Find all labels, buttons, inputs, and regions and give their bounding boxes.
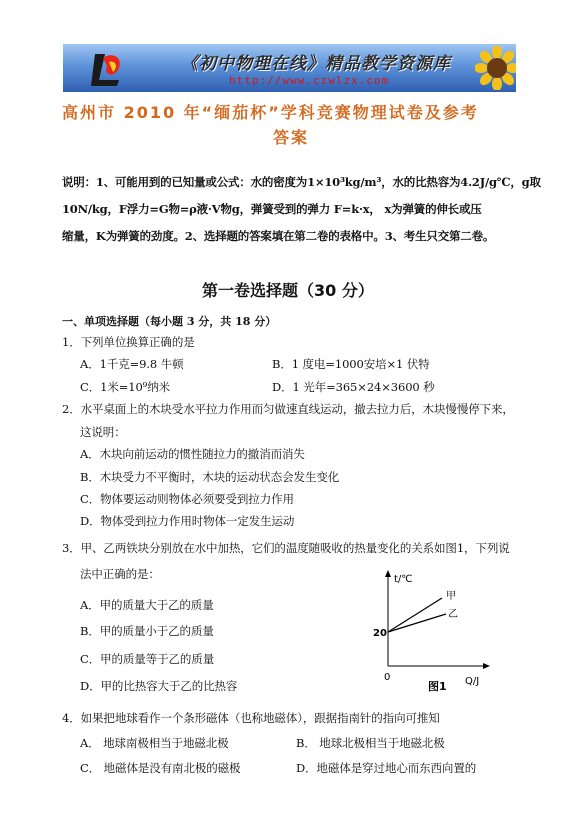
page-title: 高州市 2010 年“缅茄杯”学科竞赛物理试卷及参考 xyxy=(62,103,479,122)
instructions-line-1: 说明：1、可能用到的已知量或公式：水的密度为1×10³kg/m³，水的比热容为4.2J/g℃，g取 xyxy=(62,175,541,189)
y-axis-arrow-icon xyxy=(385,570,391,577)
question-3-stem: 3．甲、乙两铁块分别放在水中加热，它们的温度随吸收的热量变化的关系如图1，下列说 xyxy=(62,541,510,555)
question-1-option-a: A．1千克=9.8 牛顿 xyxy=(80,357,184,371)
series-yi-label: 乙 xyxy=(448,609,458,620)
y-intercept-label: 20 xyxy=(373,628,387,639)
question-1-stem: 1．下列单位换算正确的是 xyxy=(62,335,195,349)
question-2-option-c: C．物体要运动则物体必须要受到拉力作用 xyxy=(80,492,294,506)
question-1-option-c: C．1米=10⁹纳米 xyxy=(80,380,170,394)
figure-caption: 图1 xyxy=(428,680,447,693)
y-axis-label: t/℃ xyxy=(394,574,413,585)
question-2-stem-cont: 这说明： xyxy=(80,425,126,439)
header-banner xyxy=(63,44,516,92)
question-2-option-b: B．木块受力不平衡时，木块的运动状态会发生变化 xyxy=(80,470,340,484)
line-yi xyxy=(388,614,446,632)
question-3-option-b: B．甲的质量小于乙的质量 xyxy=(80,624,214,638)
x-axis-arrow-icon xyxy=(483,663,490,669)
section-title: 第一卷选择题（30 分） xyxy=(202,281,374,300)
question-4-option-d: D．地磁体是穿过地心而东西向置的 xyxy=(296,761,477,775)
banner-title: 《初中物理在线》精品教学资源库 xyxy=(181,54,451,74)
question-4-option-c: C． 地磁体是没有南北极的磁极 xyxy=(80,761,241,775)
question-4-option-b: B． 地球北极相当于地磁北极 xyxy=(296,736,445,750)
question-4-stem: 4．如果把地球看作一个条形磁体（也称地磁体），跟据指南针的指向可推知 xyxy=(62,711,440,725)
question-3-option-c: C．甲的质量等于乙的质量 xyxy=(80,652,215,666)
page-title-line2: 答案 xyxy=(273,128,310,147)
figure-1-graph xyxy=(370,568,495,698)
question-2-stem: 2．水平桌面上的木块受水平拉力作用而匀做速直线运动，撤去拉力后，木块慢慢停下来， xyxy=(62,402,514,416)
instructions-line-2: 10N/kg，F浮力=G物=ρ液·V物g，弹簧受到的弹力 F=k·x， x为弹簧的伸长或压 xyxy=(62,202,482,216)
sunflower-icon xyxy=(475,46,516,90)
question-2-option-d: D．物体受到拉力作用时物体一定发生运动 xyxy=(80,514,295,528)
question-1-option-b: B．1 度电=1000安培×1 伏特 xyxy=(272,357,430,371)
question-3-option-a: A．甲的质量大于乙的质量 xyxy=(80,598,214,612)
section-subtitle: 一、单项选择题（每小题 3 分，共 18 分） xyxy=(62,315,277,328)
question-2-option-a: A．木块向前运动的惯性随拉力的撤消而消失 xyxy=(80,447,305,461)
site-logo-icon xyxy=(89,50,129,88)
x-axis-label: Q/J xyxy=(465,676,480,687)
question-4-option-a: A． 地球南极相当于地磁北极 xyxy=(80,736,229,750)
instructions-line-3: 缩量，K为弹簧的劲度。2、选择题的答案填在第二卷的表格中。3、考生只交第二卷。 xyxy=(62,229,495,243)
series-jia-label: 甲 xyxy=(446,591,456,602)
origin-label: 0 xyxy=(384,672,391,683)
question-1-option-d: D．1 光年=365×24×3600 秒 xyxy=(272,380,435,394)
banner-url[interactable]: http://www.czwlzx.com xyxy=(229,74,390,87)
line-jia xyxy=(388,598,442,632)
question-3-option-d: D．甲的比热容大于乙的比热容 xyxy=(80,679,238,693)
question-3-stem-cont: 法中正确的是： xyxy=(80,567,160,581)
